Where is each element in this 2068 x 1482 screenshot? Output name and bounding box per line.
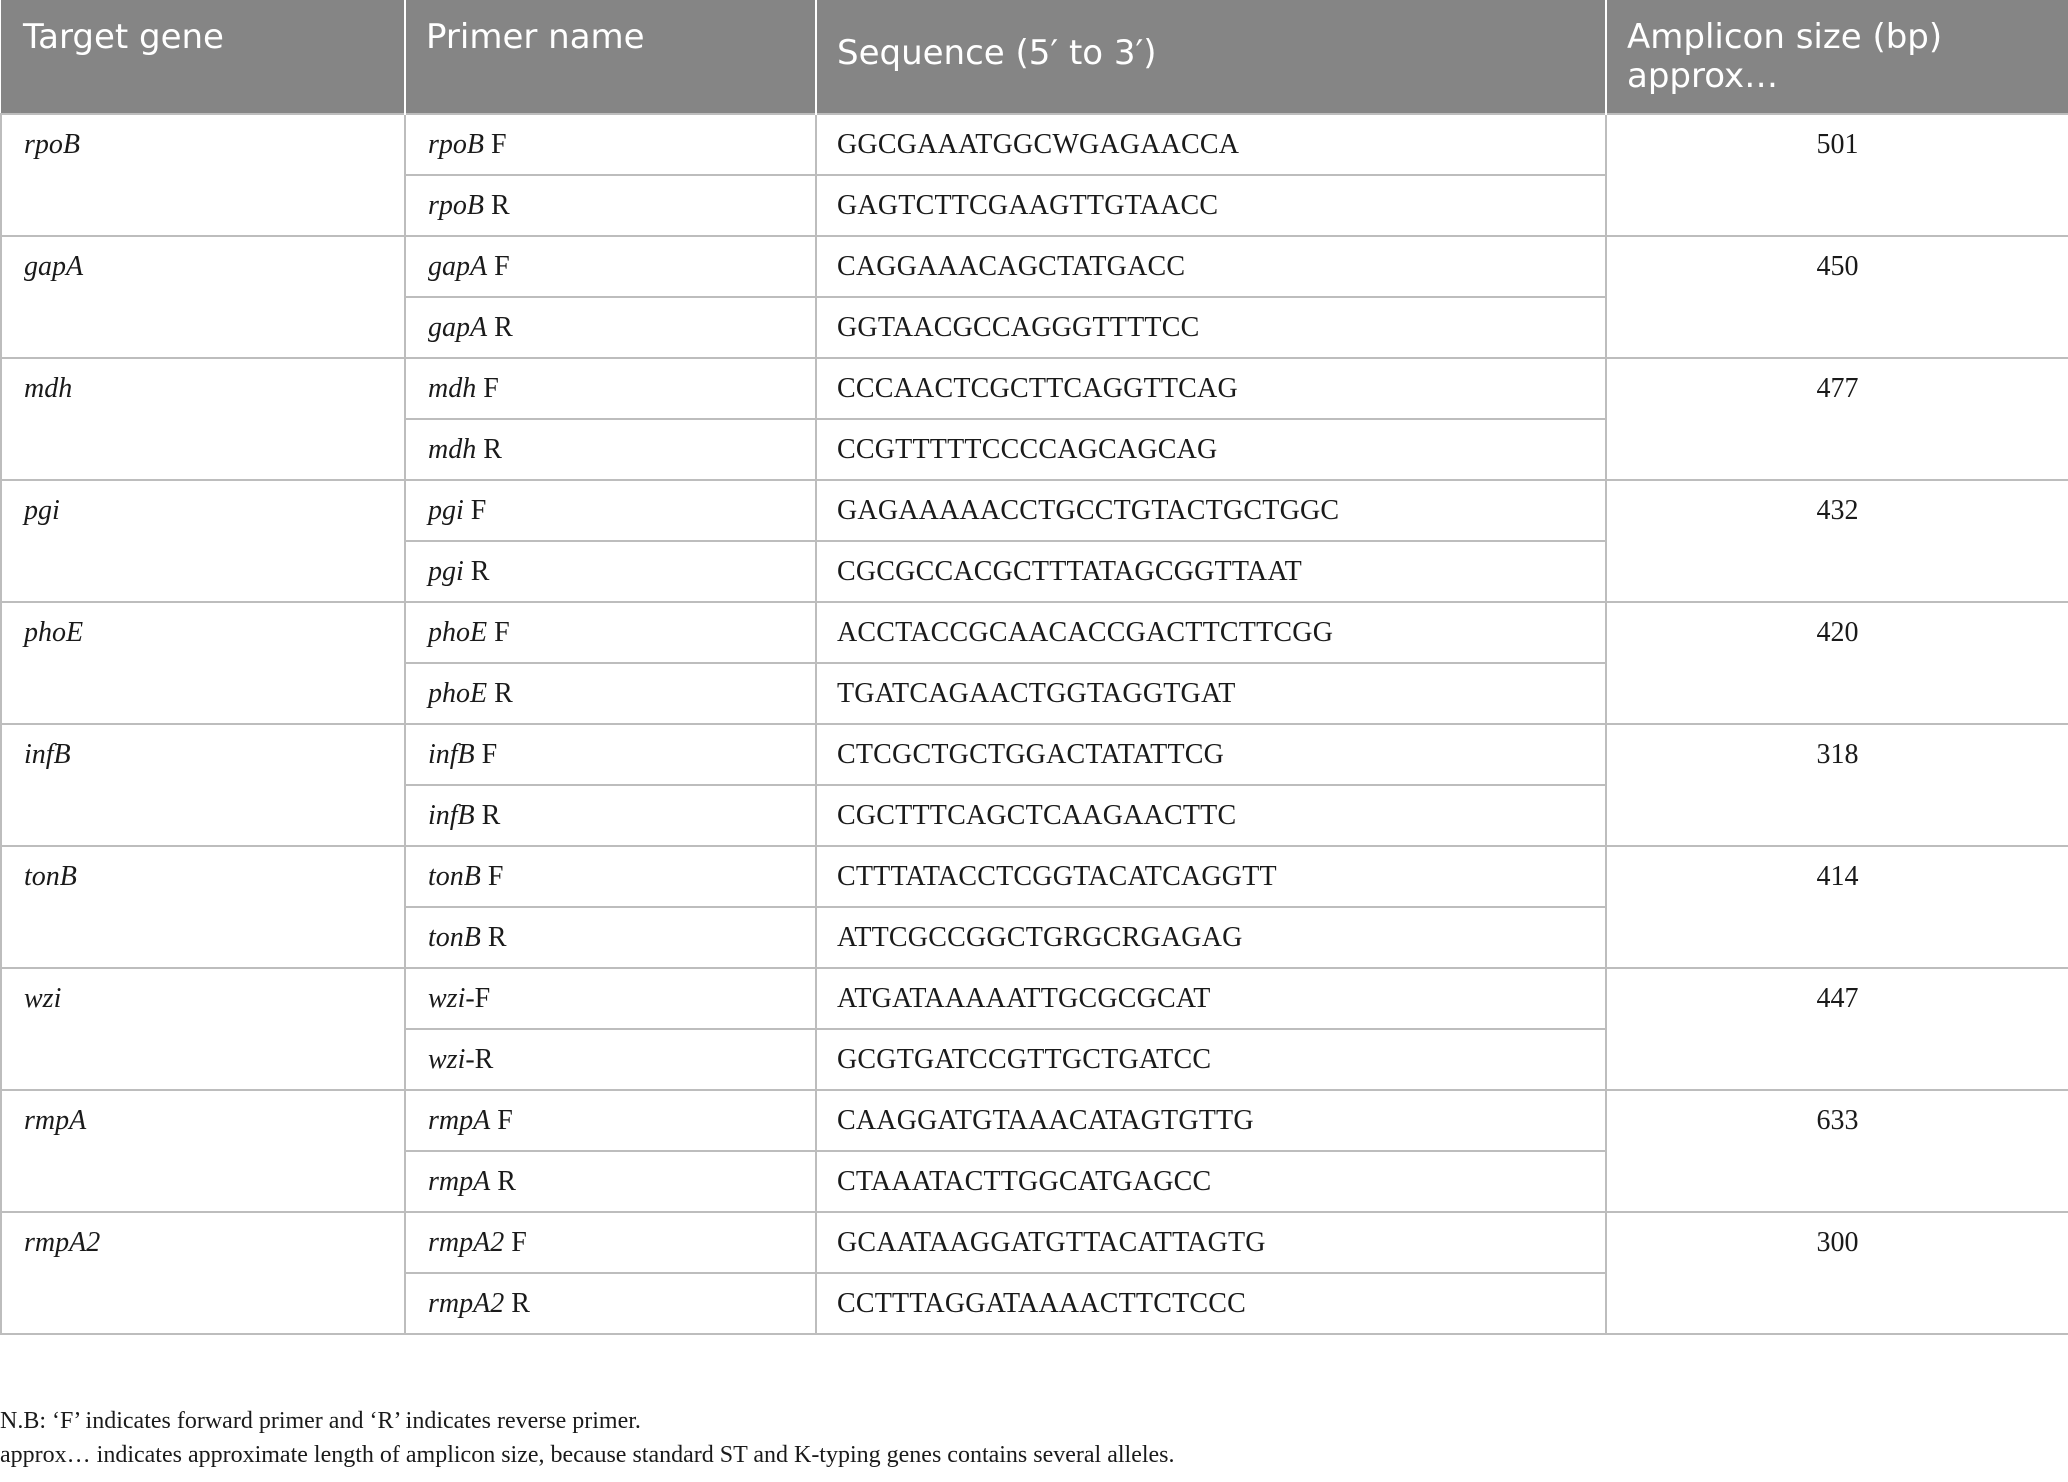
primer-direction: -R: [465, 1044, 494, 1075]
primer-gene-italic: phoE: [428, 678, 488, 709]
footnote-approx: approx… indicates approximate length of amplicon size, because standard ST and K-typing genes contains several alleles.: [0, 1442, 1175, 1468]
sequence-cell: CCGTTTTTCCCCAGCAGCAG: [816, 419, 1606, 480]
primer-name-cell: [405, 480, 816, 541]
table-body: [1, 114, 2068, 1334]
primer-gene-italic: tonB: [428, 861, 481, 892]
table-row: [1, 480, 2068, 541]
table-row: [1, 1090, 2068, 1151]
sequence-cell: ACCTACCGCAACACCGACTTCTTCGG: [816, 602, 1606, 663]
primer-gene-italic: infB: [428, 739, 475, 770]
table-row: [1, 846, 2068, 907]
primer-name-cell: [405, 114, 816, 175]
sequence-cell: CCTTTAGGATAAAACTTCTCCC: [816, 1273, 1606, 1334]
primer-direction: R: [487, 678, 513, 709]
table-row: [1, 114, 2068, 175]
amplicon-size-cell: 300: [1606, 1212, 2068, 1334]
table-row: [1, 1212, 2068, 1273]
primer-gene-italic: rmpA: [428, 1105, 491, 1136]
primer-name-cell: [405, 846, 816, 907]
primer-gene-italic: rmpA2: [428, 1227, 505, 1258]
primer-gene-italic: pgi: [428, 495, 464, 526]
amplicon-size-cell: 450: [1606, 236, 2068, 358]
target-gene-cell: tonB: [1, 846, 405, 968]
primer-gene-italic: rpoB: [428, 190, 484, 221]
target-gene-cell: rmpA: [1, 1090, 405, 1212]
primer-direction: F: [480, 861, 504, 892]
primer-gene-italic: rpoB: [428, 129, 484, 160]
primer-gene-italic: mdh: [428, 434, 477, 465]
primer-name-cell: [405, 663, 816, 724]
primer-direction: F: [463, 495, 487, 526]
primer-direction: F: [487, 251, 510, 282]
target-gene-cell: infB: [1, 724, 405, 846]
primer-direction: F: [474, 739, 498, 770]
sequence-cell: CAGGAAACAGCTATGACC: [816, 236, 1606, 297]
primer-name-cell: [405, 724, 816, 785]
primer-direction: F: [490, 1105, 513, 1136]
table-row: [1, 602, 2068, 663]
sequence-cell: CGCTTTCAGCTCAAGAACTTC: [816, 785, 1606, 846]
primer-name-cell: [405, 541, 816, 602]
table-row: [1, 724, 2068, 785]
primer-direction: F: [504, 1227, 527, 1258]
primer-name-cell: [405, 785, 816, 846]
target-gene-cell: mdh: [1, 358, 405, 480]
header-target-gene: Target gene: [1, 0, 405, 114]
primer-direction: R: [504, 1288, 530, 1319]
primer-gene-italic: tonB: [428, 922, 481, 953]
sequence-cell: GAGTCTTCGAAGTTGTAACC: [816, 175, 1606, 236]
primer-direction: F: [487, 617, 510, 648]
table-header: [1, 0, 2068, 114]
target-gene-cell: rpoB: [1, 114, 405, 236]
sequence-cell: GCAATAAGGATGTTACATTAGTG: [816, 1212, 1606, 1273]
target-gene-cell: phoE: [1, 602, 405, 724]
sequence-cell: CGCGCCACGCTTTATAGCGGTTAAT: [816, 541, 1606, 602]
primer-gene-italic: gapA: [428, 312, 488, 343]
primer-name-cell: [405, 1273, 816, 1334]
target-gene-cell: gapA: [1, 236, 405, 358]
primer-name-cell: [405, 236, 816, 297]
table-row: [1, 968, 2068, 1029]
header-primer-name: Primer name: [405, 0, 816, 114]
amplicon-size-cell: 477: [1606, 358, 2068, 480]
table-row: [1, 358, 2068, 419]
sequence-cell: CTTTATACCTCGGTACATCAGGTT: [816, 846, 1606, 907]
primer-gene-italic: wzi: [428, 1044, 466, 1075]
amplicon-size-cell: 633: [1606, 1090, 2068, 1212]
sequence-cell: GCGTGATCCGTTGCTGATCC: [816, 1029, 1606, 1090]
primer-direction: R: [480, 922, 507, 953]
sequence-cell: CTAAATACTTGGCATGAGCC: [816, 1151, 1606, 1212]
primer-name-cell: [405, 297, 816, 358]
primer-direction: F: [484, 129, 507, 160]
target-gene-cell: pgi: [1, 480, 405, 602]
primer-gene-italic: phoE: [428, 617, 488, 648]
primer-name-cell: [405, 968, 816, 1029]
primer-gene-italic: wzi: [428, 983, 466, 1014]
header-row: [1, 0, 2068, 114]
sequence-cell: ATGATAAAAATTGCGCGCAT: [816, 968, 1606, 1029]
primer-gene-italic: infB: [428, 800, 475, 831]
amplicon-size-cell: 501: [1606, 114, 2068, 236]
amplicon-size-cell: 420: [1606, 602, 2068, 724]
primer-direction: R: [474, 800, 501, 831]
sequence-cell: GAGAAAAACCTGCCTGTACTGCTGGC: [816, 480, 1606, 541]
primer-gene-italic: mdh: [428, 373, 477, 404]
amplicon-size-cell: 432: [1606, 480, 2068, 602]
primer-name-cell: [405, 358, 816, 419]
primer-direction: R: [463, 556, 490, 587]
primer-name-cell: [405, 602, 816, 663]
primer-direction: R: [476, 434, 502, 465]
primer-direction: F: [476, 373, 499, 404]
header-sequence: Sequence (5′ to 3′): [816, 0, 1606, 114]
amplicon-size-cell: 414: [1606, 846, 2068, 968]
sequence-cell: CAAGGATGTAAACATAGTGTTG: [816, 1090, 1606, 1151]
sequence-cell: ATTCGCCGGCTGRGCRGAGAG: [816, 907, 1606, 968]
primer-gene-italic: rmpA: [428, 1166, 491, 1197]
primer-name-cell: [405, 1212, 816, 1273]
sequence-cell: GGCGAAATGGCWGAGAACCA: [816, 114, 1606, 175]
table-row: [1, 236, 2068, 297]
primer-name-cell: [405, 1151, 816, 1212]
primer-name-cell: [405, 907, 816, 968]
primer-gene-italic: pgi: [428, 556, 464, 587]
primer-direction: R: [484, 190, 510, 221]
sequence-cell: CCCAACTCGCTTCAGGTTCAG: [816, 358, 1606, 419]
primer-name-cell: [405, 1029, 816, 1090]
amplicon-size-cell: 318: [1606, 724, 2068, 846]
primer-direction: R: [490, 1166, 516, 1197]
primer-direction: -F: [465, 983, 491, 1014]
primer-gene-italic: rmpA2: [428, 1288, 505, 1319]
target-gene-cell: wzi: [1, 968, 405, 1090]
primer-name-cell: [405, 175, 816, 236]
sequence-cell: CTCGCTGCTGGACTATATTCG: [816, 724, 1606, 785]
table-footnotes: [0, 1404, 2060, 1472]
header-amplicon-size: Amplicon size (bp) approx…: [1606, 0, 2068, 114]
target-gene-cell: rmpA2: [1, 1212, 405, 1334]
sequence-cell: TGATCAGAACTGGTAGGTGAT: [816, 663, 1606, 724]
primer-direction: R: [487, 312, 513, 343]
primer-name-cell: [405, 419, 816, 480]
primer-name-cell: [405, 1090, 816, 1151]
amplicon-size-cell: 447: [1606, 968, 2068, 1090]
footnote-forward-reverse: N.B: ‘F’ indicates forward primer and ‘R’ indicates reverse primer.: [0, 1408, 641, 1434]
primer-gene-italic: gapA: [428, 251, 488, 282]
sequence-cell: GGTAACGCCAGGGTTTTCC: [816, 297, 1606, 358]
